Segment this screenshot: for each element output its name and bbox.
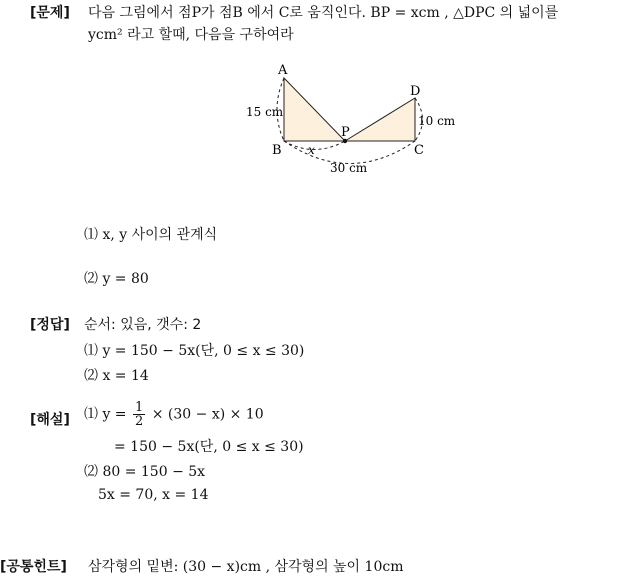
point-c-label: C — [414, 143, 424, 158]
ab-length-label: 15 cm — [246, 105, 284, 119]
point-d-label: D — [410, 84, 421, 99]
problem-item-2: ⑵ y = 80 — [84, 271, 149, 287]
fraction-denominator: 2 — [135, 414, 144, 429]
hint-label: [공통힌트] — [0, 559, 67, 575]
problem-item-1: ⑴ x, y 사이의 관계식 — [84, 227, 218, 243]
answer-line-2: ⑵ x = 14 — [84, 368, 149, 384]
answer-label: [정답] — [30, 317, 70, 333]
bp-length-label: x — [308, 143, 315, 157]
solution-line-1 — [84, 401, 264, 428]
solution-line-1-prefix: ⑴ y = — [84, 406, 127, 423]
solution-line-3: ⑵ 80 = 150 − 5x — [84, 464, 206, 480]
fraction-numerator: 1 — [135, 400, 144, 415]
problem-label: [문제] — [30, 5, 70, 21]
solution-line-4: 5x = 70, x = 14 — [98, 487, 209, 503]
geometry-figure — [230, 58, 470, 178]
point-a-label: A — [278, 63, 288, 78]
answer-line-1: ⑴ y = 150 − 5x(단, 0 ≤ x ≤ 30) — [84, 343, 305, 359]
triangle-dpc — [345, 98, 415, 141]
answer-meta: 순서: 있음, 갯수: 2 — [84, 317, 202, 333]
problem-text-line1: 다음 그림에서 점P가 점B 에서 C로 움직인다. BP = xcm , △DPC 의 넓이를 — [88, 5, 559, 21]
point-b-label: B — [272, 143, 282, 158]
solution-label: [해설] — [30, 412, 70, 428]
solution-line-2: = 150 − 5x(단, 0 ≤ x ≤ 30) — [114, 439, 304, 455]
hint-text: 삼각형의 밑변: (30 − x)cm , 삼각형의 높이 10cm — [88, 559, 404, 575]
one-half-fraction — [133, 401, 145, 428]
triangle-abp — [284, 78, 345, 141]
dc-length-label: 10 cm — [418, 114, 456, 128]
solution-line-1-suffix: × (30 − x) × 10 — [151, 406, 264, 423]
bc-length-label: 30 cm — [330, 161, 368, 175]
point-p-label: P — [341, 125, 350, 140]
problem-text-line2: ycm² 라고 할때, 다음을 구하여라 — [88, 27, 294, 43]
